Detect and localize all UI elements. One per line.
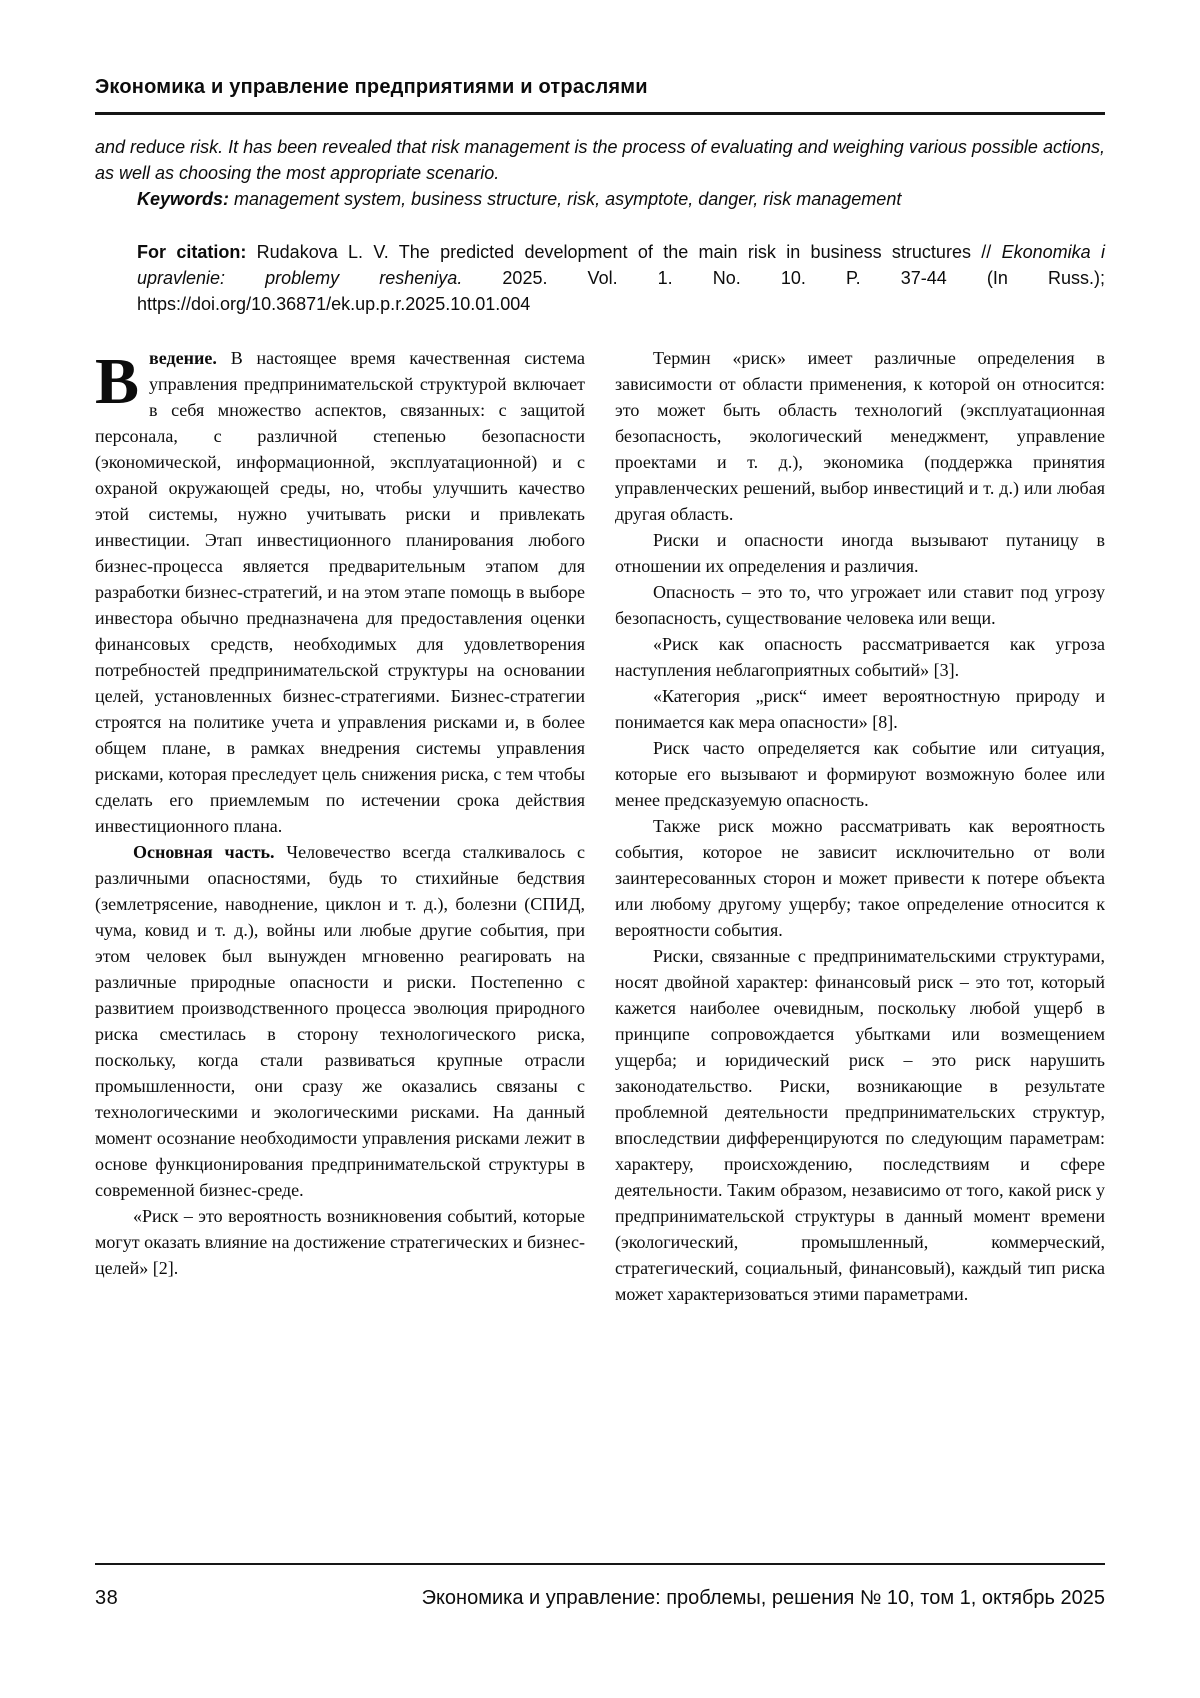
citation-journal-name: Ekonomika i upravlenie: problemy resheniya.	[137, 242, 1105, 288]
body-paragraph: Также риск можно рассматривать как вероятность события, которое не зависит исключительно от воли заинтересованных сторон и может привести к потере объекта или любому другому ущербу; такое определение относится к вероятности события.	[615, 816, 1105, 940]
body-paragraph: Опасность – это то, что угрожает или ставит под угрозу безопасность, существование человека или вещи.	[615, 582, 1105, 628]
keywords-line	[95, 186, 1105, 212]
drop-cap: В	[95, 345, 140, 418]
body-paragraph: «Риск – это вероятность возникновения событий, которые могут оказать влияние на достижение стратегических и бизнес-целей» [2].	[95, 1206, 585, 1278]
body-columns	[95, 345, 1105, 1307]
abstract-block	[95, 134, 1105, 212]
body-paragraph: Введение. В настоящее время качественная система управления предпринимательской структурой включает в себя множество аспектов, связанных: с защитой персонала, с различной степенью безопасности (экономической, информационной, эксплуатационной) и с охраной окружающей среды, но, чтобы улучшить качество этой системы, нужно учитывать риски и привлекать инвестиции. Этап инвестиционного планирования любого бизнес-процесса является предварительным этапом для разработки бизнес-стратегий, и на этом этапе помощь в выборе инвестора обычно предназначена для предоставления оценки финансовых средств, необходимых для удовлетворения потребностей предпринимательской структуры на основании целей, установленных бизнес-стратегиями. Бизнес-стратегии строятся на политике учета и управления рисками и, в более общем плане, в рамках внедрения системы управления рисками, которая преследует цель снижения риска, с тем чтобы сделать его приемлемым по истечении срока действия инвестиционного плана.	[95, 345, 585, 836]
paragraph-lead: Основная часть.	[133, 842, 287, 862]
left-column	[95, 345, 585, 1307]
paragraph-lead: ведение.	[149, 348, 231, 368]
page-number: 38	[95, 1587, 119, 1609]
citation-text-tail: 2025. Vol. 1. No. 10. P. 37-44 (In Russ.); https://doi.org/10.36871/ek.up.p.r.2025.10.01.004	[137, 268, 1106, 314]
keywords-text: management system, business structure, risk, asymptote, danger, risk management	[229, 189, 902, 209]
running-head	[95, 76, 1105, 115]
body-paragraph: «Риск как опасность рассматривается как угроза наступления неблагоприятных событий» [3].	[615, 634, 1105, 680]
page-footer	[95, 1563, 1105, 1610]
body-paragraph: Термин «риск» имеет различные определения в зависимости от области применения, к которой он относится: это может быть область технологий (эксплуатационная безопасность, экологический менеджмент, управление проектами и т. д.), экономика (поддержка принятия управленческих решений, выбор инвестиций и т. д.) или любая другая область.	[615, 348, 1105, 524]
body-paragraph: Основная часть. Человечество всегда сталкивалось с различными опасностями, будь то стихийные бедствия (землетрясение, наводнение, циклон и т. д.), болезни (СПИД, чума, ковид и т. д.), войны или любые другие события, при этом человек был вынужден мгновенно реагировать на различные природные опасности и риски. Постепенно с развитием производственного процесса эволюция природного риска сместилась в сторону технологического риска, поскольку, когда стали развиваться крупные отрасли промышленности, они сразу же оказались связаны с технологическими и экологическими рисками. На данный момент осознание необходимости управления рисками лежит в основе функционирования предпринимательской структуры в современной бизнес-среде.	[95, 842, 585, 1200]
journal-footer-line: Экономика и управление: проблемы, решения № 10, том 1, октябрь 2025	[421, 1587, 1105, 1609]
citation-paragraph	[137, 239, 1105, 317]
citation-block	[137, 239, 1105, 317]
keywords-label: Keywords:	[137, 189, 230, 209]
body-paragraph: Риски, связанные с предпринимательскими структурами, носят двойной характер: финансовый риск – это тот, который кажется наиболее очевидным, поскольку любой ущерб в принципе сопровождается убытками или возмещением ущерба; и юридический риск – это риск нарушить законодательство. Риски, возникающие в результате проблемной деятельности предпринимательских структур, впоследствии дифференцируются по следующим параметрам: характеру, происхождению, последствиям и сфере деятельности. Таким образом, независимо от того, какой риск у предпринимательской структуры в данный момент времени (экологический, промышленный, коммерческий, стратегический, социальный, финансовый), каждый тип риска может характеризоваться этими параметрами.	[615, 946, 1105, 1304]
body-paragraph: Риски и опасности иногда вызывают путаницу в отношении их определения и различия.	[615, 530, 1105, 576]
section-title: Экономика и управление предприятиями и отраслями	[95, 76, 648, 98]
abstract-text: and reduce risk. It has been revealed that risk management is the process of evaluating and weighing various possible actions, as well as choosing the most appropriate scenario.	[95, 137, 1105, 183]
body-paragraph: Риск часто определяется как событие или ситуация, которые его вызывают и формируют возможную более или менее предсказуемую опасность.	[615, 738, 1105, 810]
body-paragraph: «Категория „риск“ имеет вероятностную природу и понимается как мера опасности» [8].	[615, 686, 1105, 732]
citation-label: For citation:	[137, 242, 247, 262]
citation-text-lead: Rudakova L. V. The predicted development of the main risk in business structures //	[246, 242, 1002, 262]
right-column	[615, 345, 1105, 1307]
